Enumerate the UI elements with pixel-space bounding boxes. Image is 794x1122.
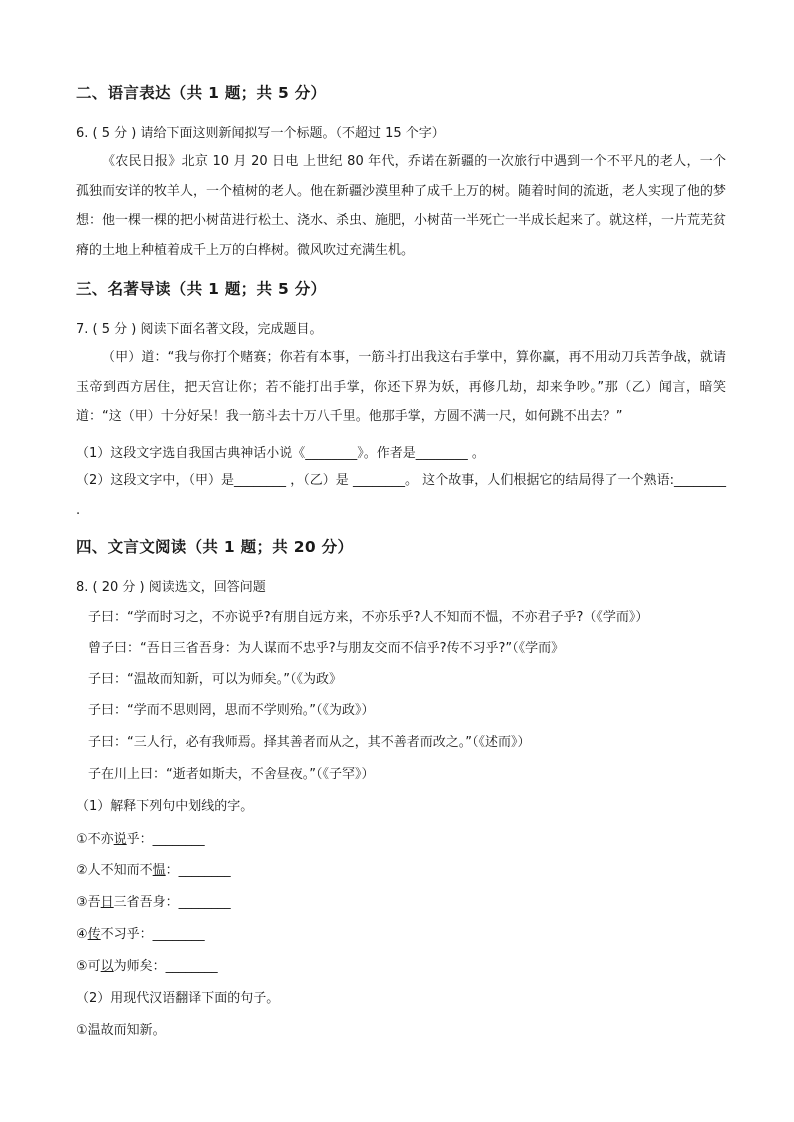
- word-item: ②人不知而不愠：________: [76, 863, 231, 878]
- question-7-passage: （甲）道：“我与你打个赌赛；你若有本事，一筋斗打出我这右手掌中，算你赢，再不用动刀兵苦争战，就请玉帝到西方居住，把天宫让你；若不能打出手掌，你还下界为妖，再修几劫，却来争吵。”那（乙）闻言，暗笑道：“这（甲）十分好呆！我一筋斗去十万八千里。他那手掌，方圆不满一尺，如何跳不出去？”: [76, 350, 726, 424]
- question-6-stem: 6. ( 5 分 ) 请给下面这则新闻拟写一个标题。（不超过 15 个字）: [76, 126, 445, 141]
- analects-line: 子在川上曰：“逝者如斯夫，不舍昼夜。”（《子罕》）: [88, 767, 375, 782]
- translation-item: ①温故而知新。: [76, 1023, 166, 1038]
- analects-line: 子曰：“三人行，必有我师焉。择其善者而从之，其不善者而改之。”（《述而》）: [88, 735, 531, 750]
- word-item: ⑤可以为师矣：________: [76, 959, 218, 974]
- question-8-sub2: （2）用现代汉语翻译下面的句子。: [76, 991, 280, 1006]
- question-7-sub1: （1）这段文字选自我国古典神话小说《________》。作者是________ 。: [76, 446, 485, 461]
- section-heading-classical-chinese: 四、文言文阅读（共 1 题；共 20 分）: [76, 538, 354, 556]
- analects-line: 子曰：“学而时习之，不亦说乎?有朋自远方来，不亦乐乎?人不知而不愠，不亦君子乎?（《学而》）: [88, 610, 649, 625]
- analects-line: 曾子曰：“吾日三省吾身：为人谋而不忠乎?与朋友交而不信乎?传不习乎?”（《学而》: [88, 641, 565, 656]
- word-item: ①不亦说乎：________: [76, 832, 205, 847]
- underlined-char: 日: [100, 895, 114, 910]
- analects-line: 子曰：“学而不思则罔，思而不学则殆。”（《为政》）: [88, 703, 375, 718]
- analects-line: 子曰：“温故而知新，可以为师矣。”（《为政》: [88, 672, 342, 687]
- underlined-char: 说: [113, 832, 127, 847]
- question-8-sub1: （1）解释下列句中划线的字。: [76, 799, 254, 814]
- question-8-stem: 8. ( 20 分 ) 阅读选文，回答问题: [76, 580, 266, 595]
- question-6-passage: 《农民日报》北京 10 月 20 日电 上世纪 80 年代，乔诺在新疆的一次旅行中遇到一个不平凡的老人，一个孤独而安详的牧羊人，一个植树的老人。他在新疆沙漠里种了成千上万的树。随着时间的流逝，老人实现了他的梦想：他一棵一棵的把小树苗进行松土、浇水、杀虫、施肥，小树苗一半死亡一半成长起来了。就这样，一片荒芜贫瘠的土地上种植着成千上万的白桦树。微风吹过充满生机。: [76, 154, 727, 258]
- question-7-sub2: （2）这段文字中，（甲）是________ ，（乙）是 ________。 这个故事，人们根据它的结局得了一个熟语:________ .: [76, 473, 726, 518]
- question-7-stem: 7. ( 5 分 ) 阅读下面名著文段，完成题目。: [76, 322, 323, 337]
- section-heading-language: 二、语言表达（共 1 题；共 5 分）: [76, 84, 327, 102]
- section-heading-classics: 三、名著导读（共 1 题；共 5 分）: [76, 280, 327, 298]
- word-item: ③吾日三省吾身：________: [76, 895, 231, 910]
- underlined-char: 愠: [152, 863, 166, 878]
- underlined-char: 传: [87, 927, 101, 942]
- underlined-char: 以: [100, 959, 114, 974]
- word-item: ④传不习乎：________: [76, 927, 205, 942]
